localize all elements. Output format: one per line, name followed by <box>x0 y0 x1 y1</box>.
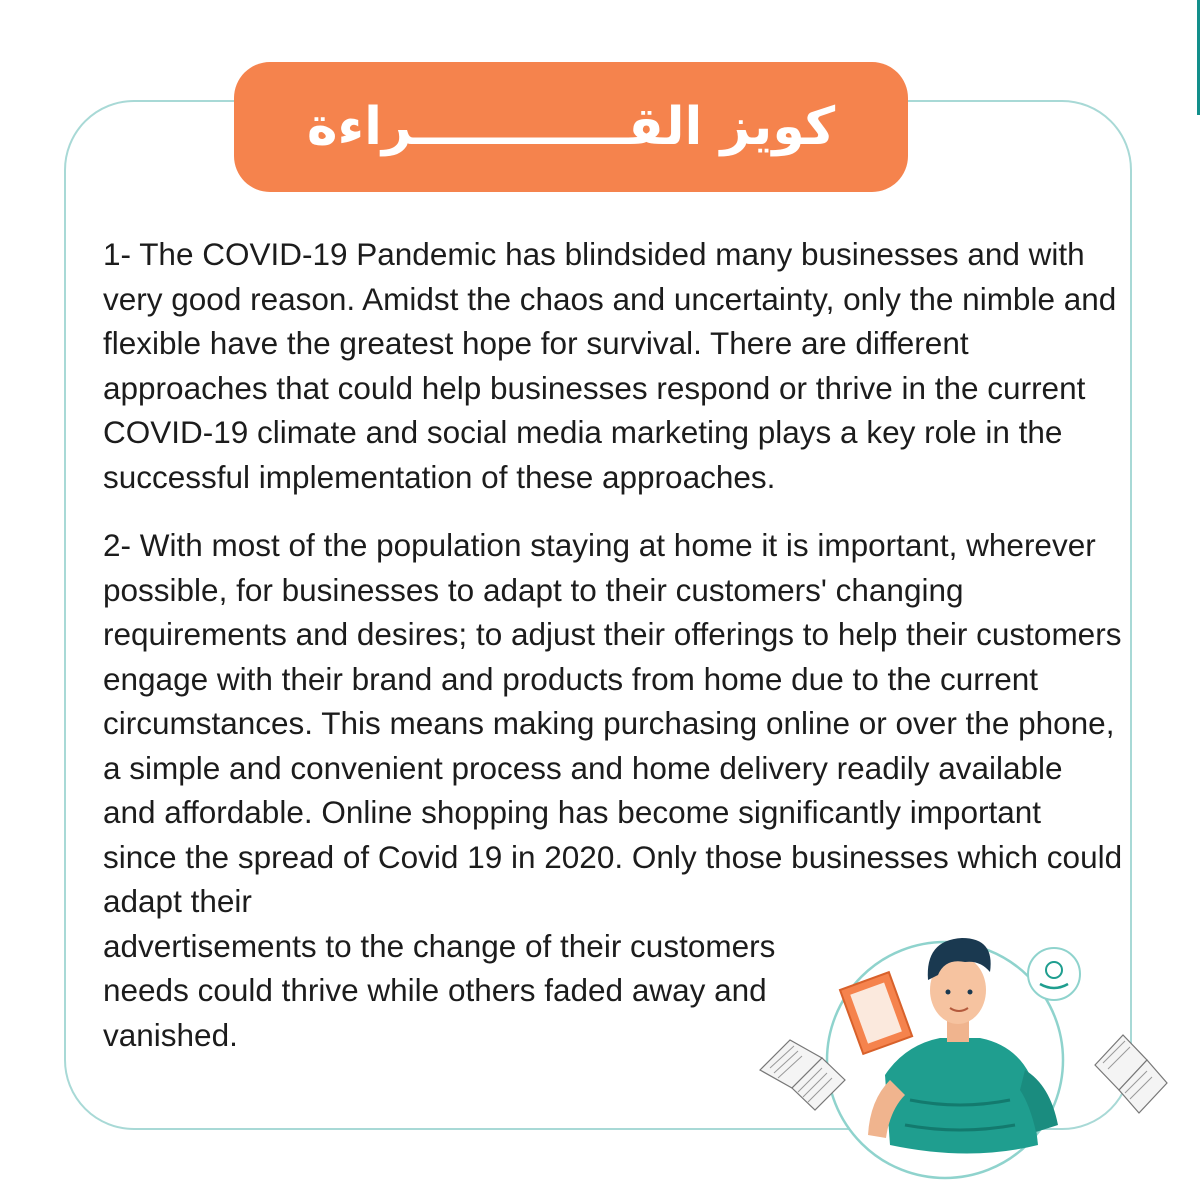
title-banner <box>234 62 908 192</box>
student-reading-illustration <box>740 900 1180 1180</box>
page-title: كويز القــــــــــــراءة <box>306 97 836 157</box>
student-body <box>885 1038 1038 1154</box>
paragraph-2-main: 2- With most of the population staying at home it is important, wherever possible, for businesses to adapt to their customers' changing requirements and desires; to adjust their offerings to help their customers engage with their brand and products from home due to the current circumstances. This means making purchasing online or over the phone, a simple and convenient process and home delivery readily available and affordable. Online shopping has become significantly important since the spread of Covid 19 in 2020. Only those businesses which could adapt their <box>103 527 1123 919</box>
paragraph-1: 1- The COVID-19 Pandemic has blindsided many businesses and with very good reason. Amidst the chaos and uncertainty, only the nimble and flexible have the greatest hope for survival. There are different approaches that could help businesses respond or thrive in the current COVID-19 climate and social media marketing plays a key role in the successful implementation of these approaches. <box>103 236 1117 495</box>
open-book-right-icon <box>1095 1035 1167 1113</box>
edge-accent <box>1190 0 1200 115</box>
brand-logo-icon <box>1028 948 1080 1000</box>
paragraph-2-tail: advertisements to the change of their customers needs could thrive while others faded away and vanished. <box>103 927 776 1053</box>
